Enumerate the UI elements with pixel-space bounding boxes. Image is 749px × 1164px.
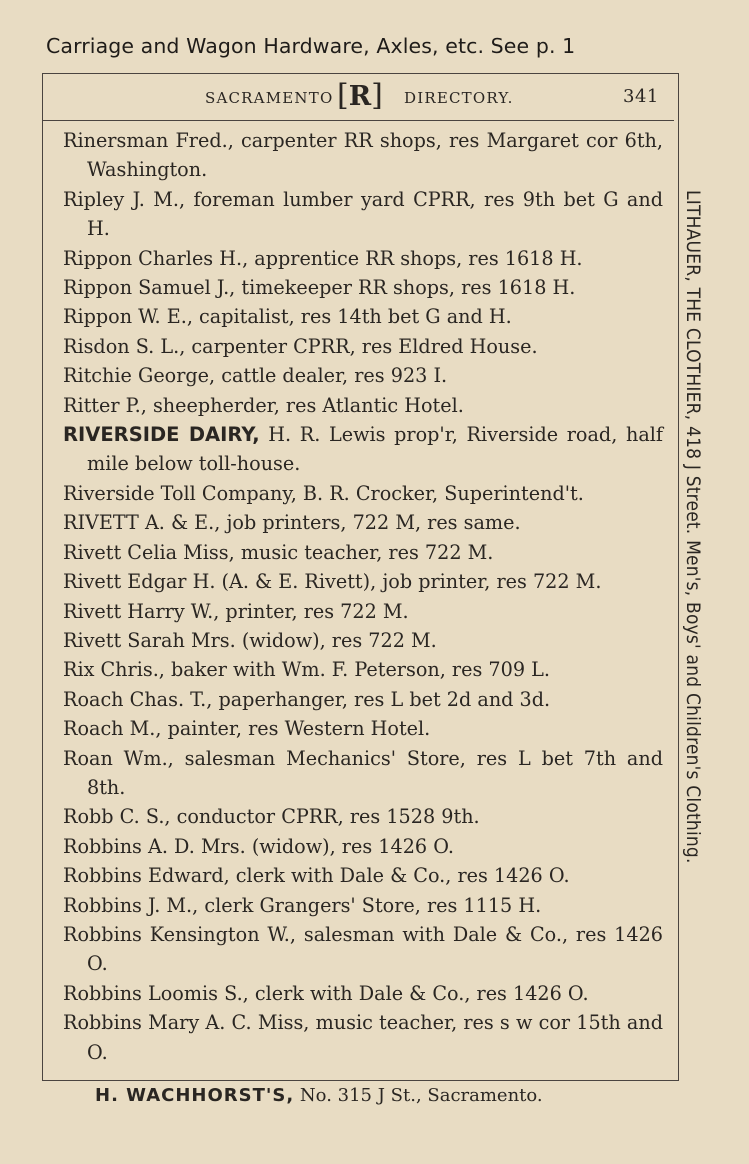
directory-entry: Risdon S. L., carpenter CPRR, res Eldred House. (63, 334, 538, 358)
directory-entry: Rippon W. E., capitalist, res 14th bet G and H. (63, 305, 512, 329)
top-advertisement: Carriage and Wagon Hardware, Axles, etc. See p. 1 (46, 34, 576, 58)
bottom-advertisement (95, 1085, 655, 1106)
directory-entry: Ritter P., sheepherder, res Atlantic Hotel. (63, 393, 464, 417)
advertiser-name: H. WACHHORST'S, (95, 1085, 295, 1106)
directory-entry: Rippon Charles H., apprentice RR shops, res 1618 H. (63, 246, 583, 270)
running-header (43, 74, 674, 121)
directory-entry: Riverside Toll Company, B. R. Crocker, Superintend't. (63, 481, 584, 505)
page-frame (42, 73, 679, 1081)
directory-entry: Roan Wm., salesman Mechanics' Store, res L bet 7th and 8th. (63, 746, 663, 799)
directory-entry: Robbins A. D. Mrs. (widow), res 1426 O. (63, 834, 454, 858)
side-advertisement: LITHAUER, THE CLOTHIER, 418 J Street. Men's, Boys' and Children's Clothing. (682, 190, 704, 864)
directory-entry: RIVETT A. & E., job printers, 722 M, res same. (63, 511, 521, 535)
page-number: 341 (623, 86, 659, 107)
directory-entry: Robbins Mary A. C. Miss, music teacher, res s w cor 15th and O. (63, 1011, 663, 1064)
directory-entry-featured: RIVERSIDE DAIRY, H. R. Lewis prop'r, Riverside road, half mile below toll-house. (63, 423, 663, 476)
directory-entry: Rippon Samuel J., timekeeper RR shops, res 1618 H. (63, 276, 576, 300)
header-title: DIRECTORY. (404, 89, 514, 107)
directory-entry: Rinersman Fred., carpenter RR shops, res Margaret cor 6th, Washington. (63, 129, 663, 182)
directory-entry: Ripley J. M., foreman lumber yard CPRR, res 9th bet G and H. (63, 187, 663, 241)
directory-entry: Robbins J. M., clerk Grangers' Store, res 1115 H. (63, 893, 542, 917)
directory-entry: Rivett Celia Miss, music teacher, res 722 M. (63, 540, 494, 564)
directory-entry: Ritchie George, cattle dealer, res 923 I. (63, 364, 448, 388)
directory-entry: Robb C. S., conductor CPRR, res 1528 9th. (63, 805, 480, 829)
header-section-letter: [R] (337, 78, 383, 113)
directory-entry: Roach M., painter, res Western Hotel. (63, 717, 431, 741)
directory-entry: Rivett Harry W., printer, res 722 M. (63, 599, 409, 623)
directory-entry: Robbins Loomis S., clerk with Dale & Co., res 1426 O. (63, 981, 589, 1005)
directory-entry: Robbins Edward, clerk with Dale & Co., res 1426 O. (63, 864, 570, 888)
directory-entry: Rix Chris., baker with Wm. F. Peterson, res 709 L. (63, 658, 550, 682)
directory-entry: Rivett Edgar H. (A. & E. Rivett), job printer, res 722 M. (63, 570, 602, 594)
directory-entry: Robbins Kensington W., salesman with Dale & Co., res 1426 O. (63, 922, 663, 976)
directory-entry: Roach Chas. T., paperhanger, res L bet 2d and 3d. (63, 687, 551, 711)
directory-entry: Rivett Sarah Mrs. (widow), res 722 M. (63, 628, 437, 652)
directory-entries (63, 126, 663, 1067)
header-city: SACRAMENTO (205, 89, 334, 107)
advertiser-address: No. 315 J St., Sacramento. (294, 1085, 543, 1106)
